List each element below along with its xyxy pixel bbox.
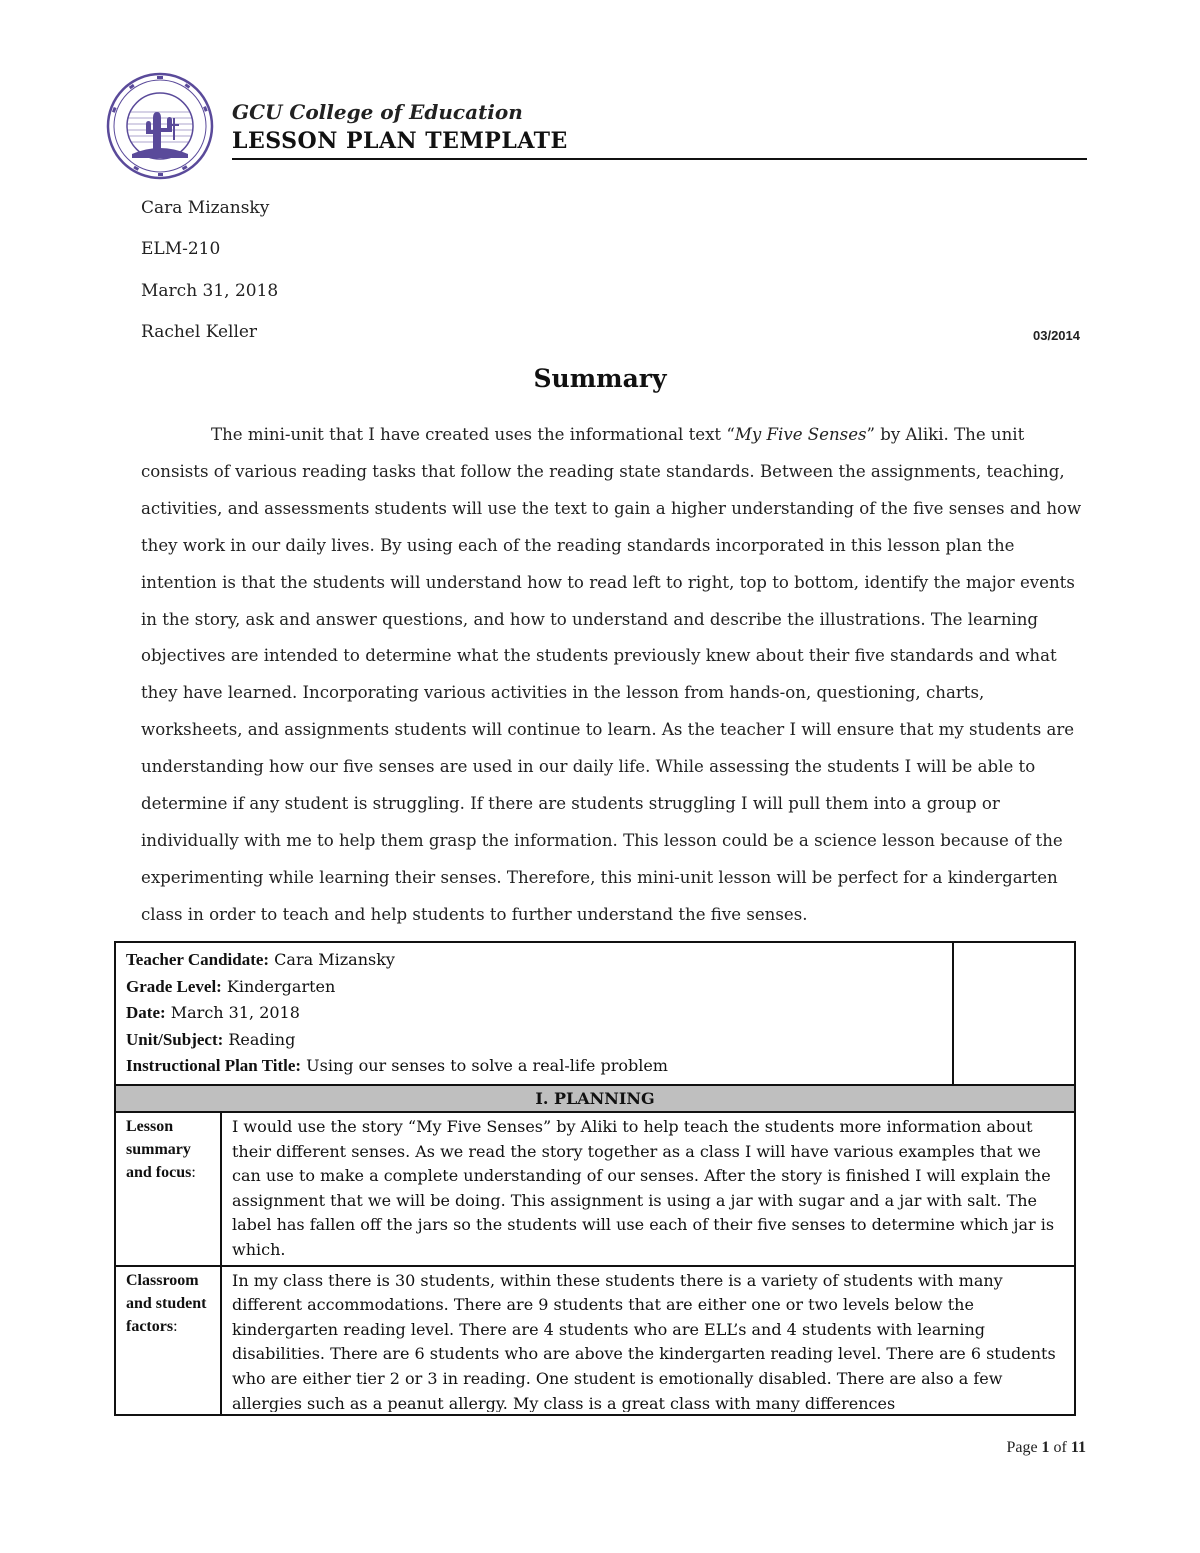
- row-text-content: In my class there is 30 students, within these students there is a variety of students with many different accommodations. There are 9 students that are either one or two levels below the kindergarten reading level. There are 4 students who are ELL’s and 4 students with learning disabilities. There are 6 students who are above the kindergarten reading level. There are 6 students who are either tier 2 or 3 in reading. One student is emotionally disabled. There are also a few allergies such as a peanut allergy. My class is a great class with many differences: [232, 1270, 1056, 1412]
- college-name: GCU College of Education: [232, 100, 523, 124]
- grade-level-line: Grade Level: Kindergarten: [126, 976, 336, 996]
- header-divider: [232, 158, 1087, 160]
- summary-heading: Summary: [533, 364, 667, 393]
- template-title: LESSON PLAN TEMPLATE: [232, 128, 568, 154]
- unit-subject-line: Unit/Subject: Reading: [126, 1029, 296, 1049]
- summary-paragraph: The mini-unit that I have created uses the informational text “My Five Senses” by Aliki. The unit consists of various reading tasks that follow the reading state standards. Between the assignments, teaching, activities, and assessments students will use the text to gain a higher understanding of the five senses and how they work in our daily lives. By using each of the reading standards incorporated in this lesson plan the intention is that the students will understand how to read left to right, top to bottom, identify the major events in the story, ask and answer questions, and how to understand and describe the illustrations. The learning objectives are intended to determine what the students previously knew about their five standards and what they have learned. Incorporating various activities in the lesson from hands-on, questioning, charts, worksheets, and assignments students will continue to learn. As the teacher I will ensure that my students are understanding how our five senses are used in our daily life. While assessing the students I will be able to determine if any student is struggling. If there are students struggling I will pull them into a group or individually with me to help them grasp the information. This lesson could be a science lesson because of the experimenting while learning their senses. Therefore, this mini-unit lesson will be perfect for a kindergarten class in order to teach and help students to further understand the five senses.: [141, 425, 1082, 924]
- meta-row: [115, 942, 1075, 1085]
- template-revision: 03/2014: [1033, 328, 1080, 343]
- plan-title-line: Instructional Plan Title: Using our senses to solve a real-life problem: [126, 1056, 668, 1076]
- blank-cell: [953, 942, 1075, 1085]
- book-title: My Five Senses: [734, 425, 867, 444]
- page-number: Page 1 of 11: [1006, 1439, 1086, 1456]
- row-text-lesson-summary: I would use the story “My Five Senses” by Aliki to help teach the students more information about their different senses. As we read the story together as a class I will have various examples that we can use to make a complete understanding of our senses. After the story is finished I will explain the assignment that we will be doing. This assignment is using a jar with sugar and a jar with salt. The label has fallen off the jars so the students will use each of their five senses to determine which jar is which.: [221, 1112, 1075, 1266]
- date-line: Date: March 31, 2018: [126, 1003, 300, 1023]
- section-header-row: [115, 1085, 1075, 1112]
- row-label-lesson-summary: Lesson summary and focus:: [115, 1112, 221, 1266]
- table-row: [115, 1266, 1075, 1415]
- lesson-meta-cell: [115, 942, 953, 1085]
- student-name: Cara Mizansky: [141, 198, 270, 218]
- university-seal-icon: [106, 72, 214, 180]
- row-label-classroom-factors: Classroom and student factors:: [115, 1266, 221, 1415]
- row-text-classroom-factors: [221, 1266, 1075, 1415]
- summary-body: [141, 417, 1085, 934]
- instructor-name: Rachel Keller: [141, 322, 258, 342]
- teacher-candidate-line: Teacher Candidate: Cara Mizansky: [126, 950, 395, 969]
- table-row: [115, 1112, 1075, 1266]
- submission-date: March 31, 2018: [141, 281, 279, 301]
- lesson-plan-table: [114, 941, 1076, 1416]
- course-code: ELM-210: [141, 239, 221, 259]
- planning-section-title: I. PLANNING: [115, 1085, 1075, 1112]
